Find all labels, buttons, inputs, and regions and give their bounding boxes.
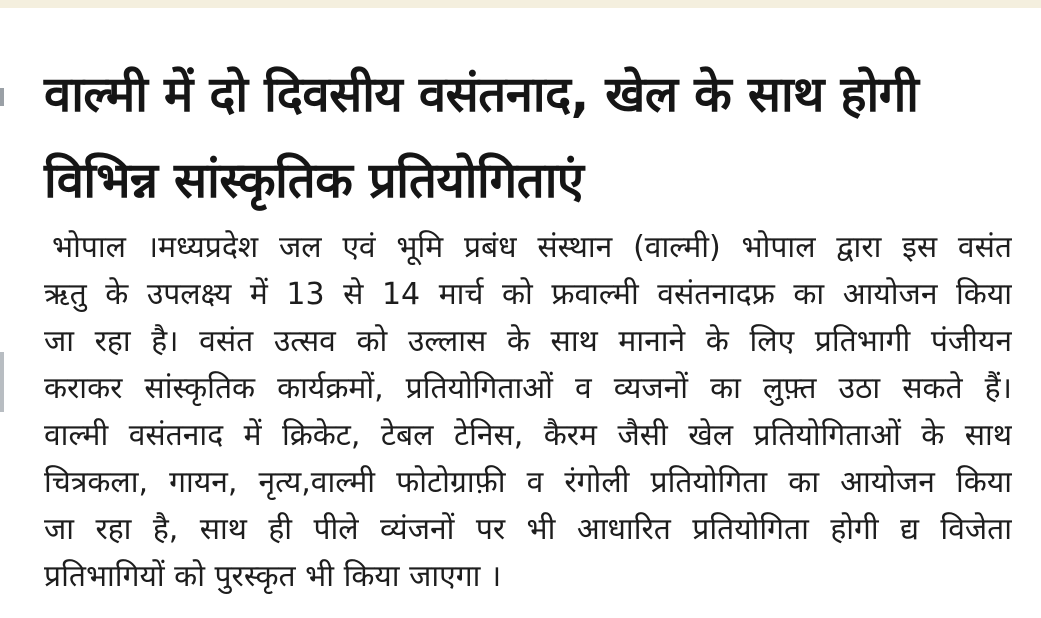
article-line: प्रतिभागियों को पुरस्कृत भी किया जाएगा । bbox=[44, 559, 502, 594]
article-body bbox=[44, 224, 1012, 600]
article-line: ऋतु के उपलक्ष्य में 13 से 14 मार्च को फ्रवाल्मी वसंतनादफ्र का आयोजन किया bbox=[44, 277, 1012, 312]
article-line: चित्रकला, गायन, नृत्य,वाल्मी फोटोग्राफ़ी व रंगोली प्रतियोगिता का आयोजन किया bbox=[44, 465, 1012, 500]
page-top-strip bbox=[0, 0, 1041, 8]
article-line: कराकर सांस्कृतिक कार्यक्रमों, प्रतियोगिताओं व व्यजनों का लुफ़्त उठा सकते हैं। bbox=[44, 371, 1012, 406]
left-edge-mark bbox=[0, 352, 4, 412]
headline-line-1: वाल्मी में दो दिवसीय वसंतनाद, खेल के साथ होगी bbox=[44, 66, 919, 123]
article-line: जा रहा है, साथ ही पीले व्यंजनों पर भी आधारित प्रतियोगिता होगी द्य विजेता bbox=[44, 512, 1012, 547]
article-line: जा रहा है। वसंत उत्सव को उल्लास के साथ मानाने के लिए प्रतिभागी पंजीयन bbox=[44, 324, 1012, 359]
news-headline bbox=[44, 52, 1024, 224]
left-edge-mark bbox=[0, 88, 4, 106]
article-line: भोपाल ।मध्यप्रदेश जल एवं भूमि प्रबंध संस्थान (वाल्मी) भोपाल द्वारा इस वसंत bbox=[52, 230, 1012, 265]
headline-line-2: विभिन्न सांस्कृतिक प्रतियोगिताएं bbox=[44, 152, 584, 209]
article-line: वाल्मी वसंतनाद में क्रिकेट, टेबल टेनिस, कैरम जैसी खेल प्रतियोगिताओं के साथ bbox=[44, 418, 1012, 453]
